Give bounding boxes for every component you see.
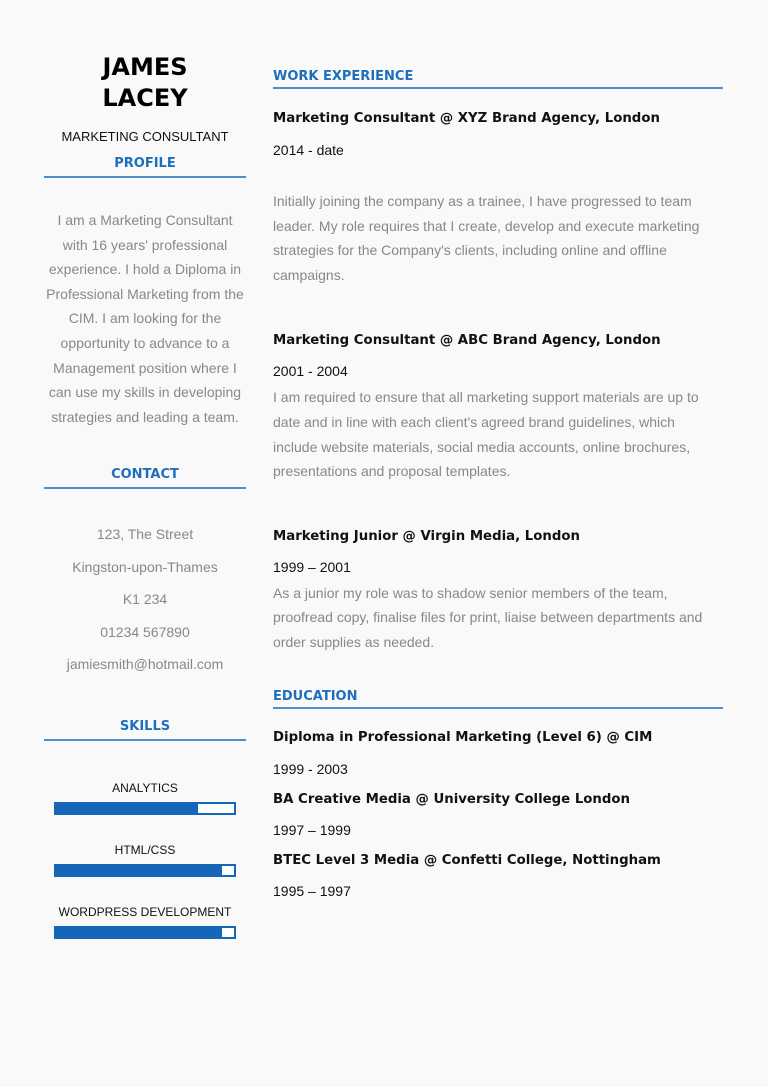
job-dates: 2014 - date (273, 142, 344, 158)
job-title: Marketing Junior @ Virgin Media, London (273, 528, 580, 544)
education-title: BA Creative Media @ University College London (273, 791, 631, 807)
profile-section-header (44, 156, 246, 178)
work-heading: WORK EXPERIENCE (273, 69, 414, 84)
left-column (44, 52, 246, 939)
job-entry (273, 333, 723, 483)
skills-list (44, 778, 246, 939)
job-description: I am required to ensure that all marketing support materials are up to date and in line with each client's agreed brand guidelines, which include website materials, social media accounts, online brochures, presentations and proposal templates. (273, 389, 699, 480)
contact-list (44, 524, 246, 687)
skill-item (44, 778, 246, 815)
education-entry (273, 730, 723, 777)
job-description: As a junior my role was to shadow senior members of the team, proofread copy, finalise files for print, liaise between departments and order supplies as needed. (273, 584, 703, 650)
skill-name: WORDPRESS DEVELOPMENT (58, 904, 232, 919)
job-role: MARKETING CONSULTANT (61, 129, 229, 144)
education-title: Diploma in Professional Marketing (Level 6) @ CIM (273, 729, 653, 745)
contact-heading: CONTACT (111, 467, 179, 483)
job-dates: 1999 – 2001 (273, 558, 351, 575)
education-title: BTEC Level 3 Media @ Confetti College, Nottingham (273, 852, 661, 868)
job-dates: 2001 - 2004 (273, 363, 348, 380)
job-title: Marketing Consultant @ ABC Brand Agency, London (273, 333, 661, 349)
right-column (273, 69, 723, 899)
name-heading (44, 52, 246, 114)
education-heading: EDUCATION (273, 688, 358, 704)
work-section-header (273, 69, 723, 89)
contact-divider (44, 487, 246, 489)
contact-street: 123, The Street (96, 526, 194, 543)
skill-name: ANALYTICS (112, 780, 178, 795)
contact-town: Kingston-upon-Thames (72, 558, 218, 575)
profile-divider (44, 176, 246, 178)
skill-item (44, 902, 246, 939)
education-entry (273, 853, 723, 899)
job-title: Marketing Consultant @ XYZ Brand Agency, London (273, 111, 660, 126)
education-section-header (273, 689, 723, 709)
profile-heading: PROFILE (114, 156, 176, 171)
education-entry (273, 792, 723, 838)
skill-level-fill (56, 804, 198, 813)
skill-name: HTML/CSS (114, 842, 176, 857)
education-dates: 1999 - 2003 (273, 760, 348, 777)
skill-level-bar (54, 864, 236, 877)
skill-level-fill (56, 866, 222, 875)
first-name: JAMES (102, 53, 188, 81)
profile-text: I am a Marketing Consultant with 16 years' professional experience. I hold a Diploma in Professional Marketing from the CIM. I am looking for the opportunity to advance to a Management position where I can use my skills in developing strategies and leading a team. (46, 212, 244, 425)
contact-phone: 01234 567890 (100, 623, 190, 640)
job-entry (273, 529, 723, 655)
skill-level-bar (54, 802, 236, 815)
skill-level-bar (54, 926, 236, 939)
education-dates: 1995 – 1997 (273, 882, 351, 899)
job-entry (273, 111, 723, 287)
education-divider (273, 707, 723, 709)
work-divider (273, 87, 723, 89)
skills-heading: SKILLS (119, 718, 171, 734)
education-dates: 1997 – 1999 (273, 821, 351, 838)
contact-section-header (44, 467, 246, 489)
contact-email: jamiesmith@hotmail.com (66, 656, 224, 673)
job-description: Initially joining the company as a trainee, I have progressed to team leader. My role requires that I create, develop and execute marketing strategies for the Company's clients, including online and offline campaigns. (273, 193, 700, 283)
last-name: LACEY (102, 84, 188, 112)
skill-item (44, 840, 246, 877)
skills-divider (44, 739, 246, 741)
skill-level-fill (56, 928, 222, 937)
contact-postcode: K1 234 (122, 591, 168, 608)
skills-section-header (44, 719, 246, 741)
